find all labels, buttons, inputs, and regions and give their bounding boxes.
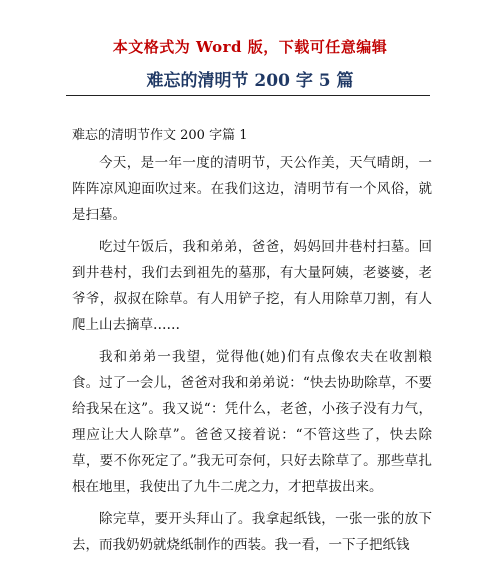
paragraph-3: 我和弟弟一我望，觉得他(她)们有点像农夫在收割粮食。过了一会儿，爸爸对我和弟弟说：“快去协助除草，不要给我呆在这”。我又说“：凭什么，老爸，小孩子没有力气，理应让大人除草”。爸爸又接着说：“不管这些了，快去除草，要不你死定了。”我无可奈何，只好去除草了。那些草扎根在地里，我使出了九牛二虎之力，才把草拔出来。 (72, 349, 432, 495)
title-divider (66, 95, 430, 96)
paragraph-4: 除完草，要开头拜山了。我拿起纸钱，一张一张的放下去，而我奶奶就烧纸制作的西装。我一看，一下子把纸钱 (72, 511, 432, 553)
format-notice-banner: 本文格式为 Word 版，下载可任意编辑 (112, 38, 388, 56)
paragraph-1: 今天，是一年一度的清明节，天公作美，天气晴朗，一阵阵凉风迎面吹过来。在我们这边，清明节有一个风俗，就是扫墓。 (72, 155, 432, 223)
paragraph-2: 吃过午饭后，我和弟弟，爸爸，妈妈回井巷村扫墓。回到井巷村，我们去到祖先的墓那，有大量阿姨，老婆婆，老爷爷，叔叔在除草。有人用铲子挖，有人用除草刀割，有人爬上山去摘草…… (72, 239, 432, 333)
document-title: 难忘的清明节 200 字 5 篇 (146, 71, 354, 91)
section-heading: 难忘的清明节作文 200 字篇 1 (72, 128, 248, 143)
article-body (72, 122, 432, 558)
